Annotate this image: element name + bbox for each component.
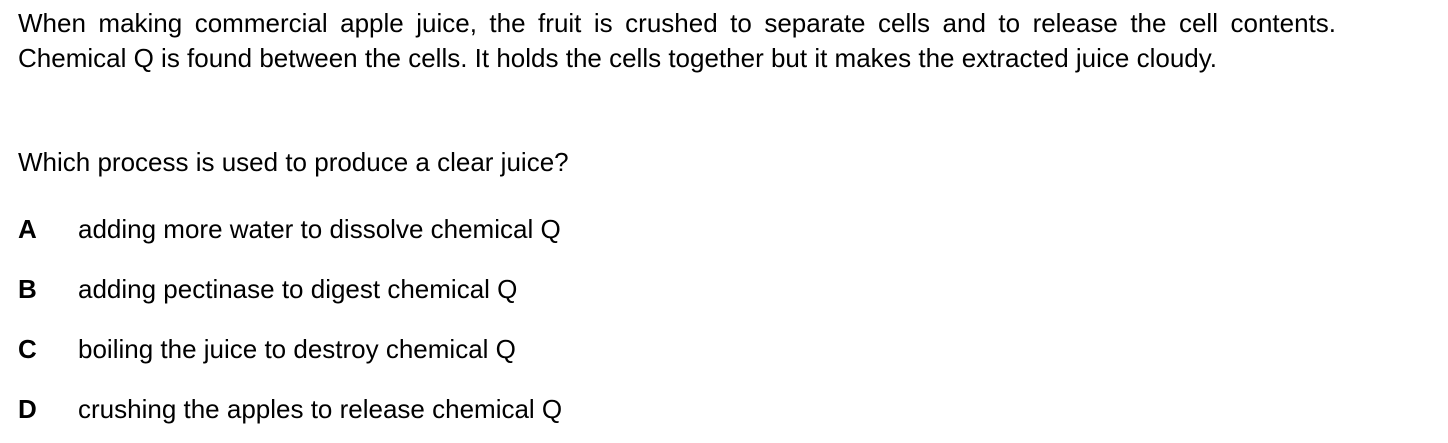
option-b-text: adding pectinase to digest chemical Q [78,274,518,304]
option-a-text: adding more water to dissolve chemical Q [78,214,561,244]
option-a-letter: A [18,214,37,244]
option-d-letter: D [18,394,37,424]
option-d-text: crushing the apples to release chemical Q [78,394,563,424]
option-c-text: boiling the juice to destroy chemical Q [78,334,516,364]
question-stem: When making commercial apple juice, the fruit is crushed to separate cells and to release the cell contents. Chemical Q is found between the cells. It holds the cells together but it makes the extracted juice cloudy. [18,8,1336,73]
option-b-letter: B [18,274,37,304]
option-c-letter: C [18,334,37,364]
question-prompt: Which process is used to produce a clear juice? [18,147,569,177]
